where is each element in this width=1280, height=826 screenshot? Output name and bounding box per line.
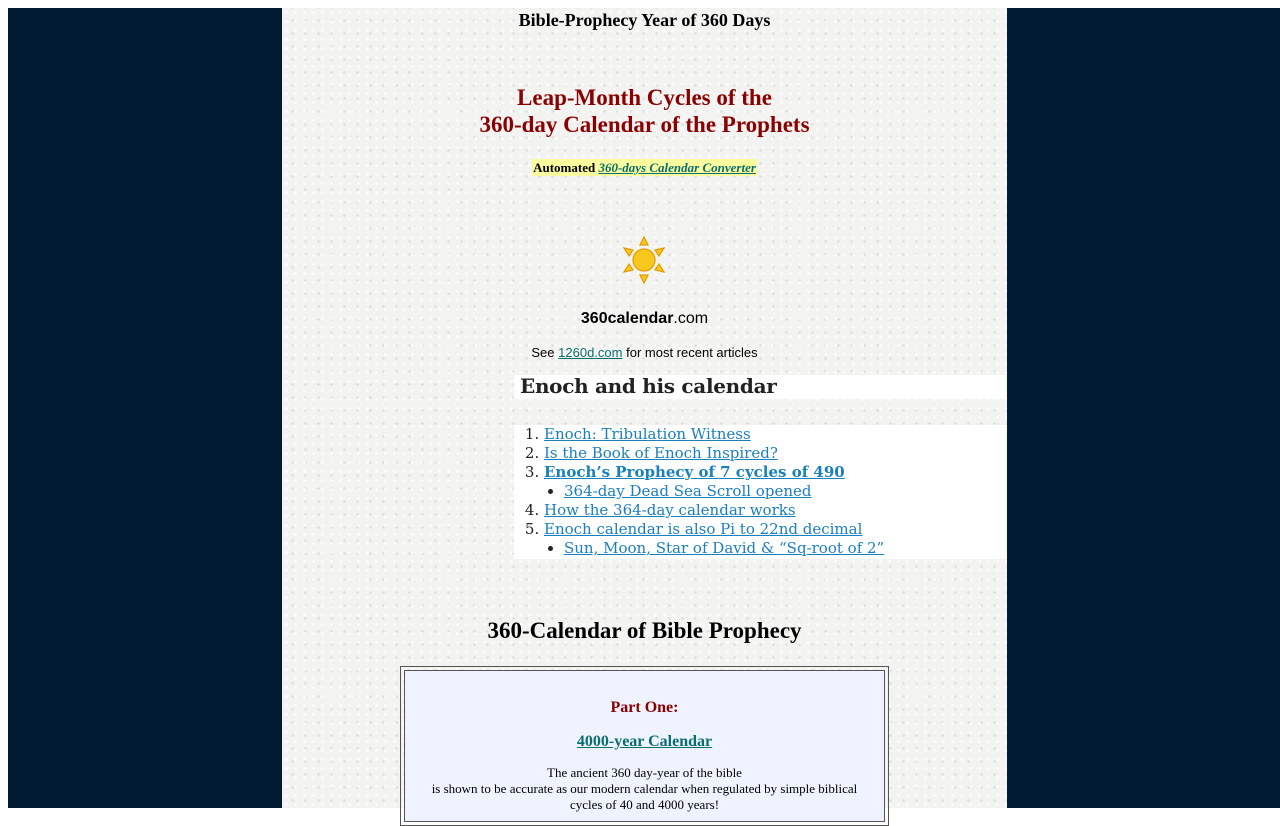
page-title-line1: Leap-Month Cycles of the — [517, 85, 772, 110]
list-item — [544, 444, 1007, 463]
sub-article-link[interactable]: 364-day Dead Sea Scroll opened — [564, 482, 812, 500]
list-item — [544, 425, 1007, 444]
part-desc-line2: is shown to be accurate as our modern calendar when regulated by simple biblical — [431, 781, 858, 796]
see-note — [282, 345, 1007, 360]
page-top-title: Bible-Prophecy Year of 360 Days — [518, 10, 771, 30]
enoch-heading-text: Enoch and his calendar — [520, 374, 777, 398]
sub-list-item — [564, 539, 1007, 558]
see-suffix: for most recent articles — [626, 345, 758, 360]
page-title-line2: 360-day Calendar of the Prophets — [479, 112, 810, 137]
part-desc-line3: cycles of 40 and 4000 years! — [569, 797, 720, 812]
see-link[interactable]: 1260d.com — [558, 345, 623, 360]
part-desc-line1: The ancient 360 day-year of the bible — [547, 765, 742, 780]
enoch-heading — [514, 375, 1007, 399]
converter-link[interactable]: 360-days Calendar Converter — [598, 160, 756, 175]
automated-label: Automated — [533, 160, 596, 175]
list-item — [544, 463, 1007, 501]
enoch-article-list — [514, 425, 1007, 558]
enoch-list-box — [514, 425, 1007, 559]
brand-name-bold: 360calendar — [580, 310, 674, 327]
part-description — [405, 765, 884, 813]
part-one-box — [400, 666, 889, 826]
site-brand — [282, 310, 1007, 328]
list-item — [544, 501, 1007, 520]
article-link[interactable]: How the 364-day calendar works — [544, 501, 796, 519]
brand-name-rest: .com — [673, 310, 709, 327]
part-label: Part One: — [610, 699, 679, 716]
prophecy-heading: 360-Calendar of Bible Prophecy — [487, 618, 802, 643]
sub-list-item — [564, 482, 1007, 501]
article-link[interactable]: Is the Book of Enoch Inspired? — [544, 444, 778, 462]
article-link[interactable]: Enoch: Tribulation Witness — [544, 425, 751, 443]
part-one-inner — [404, 670, 885, 822]
article-link[interactable]: Enoch’s Prophecy of 7 cycles of 490 — [544, 463, 845, 481]
list-item — [544, 520, 1007, 558]
sun-icon — [619, 234, 669, 286]
converter-highlight — [532, 159, 757, 176]
converter-note — [282, 160, 1007, 176]
part-link[interactable]: 4000-year Calendar — [576, 733, 713, 750]
page-title — [282, 84, 1007, 138]
sub-list — [544, 539, 1007, 558]
sub-article-link[interactable]: Sun, Moon, Star of David & “Sq-root of 2” — [564, 539, 885, 557]
sub-list — [544, 482, 1007, 501]
article-link[interactable]: Enoch calendar is also Pi to 22nd decimal — [544, 520, 863, 538]
see-prefix: See — [531, 345, 555, 360]
content-column — [282, 8, 1007, 812]
part-link-wrap — [405, 733, 884, 751]
